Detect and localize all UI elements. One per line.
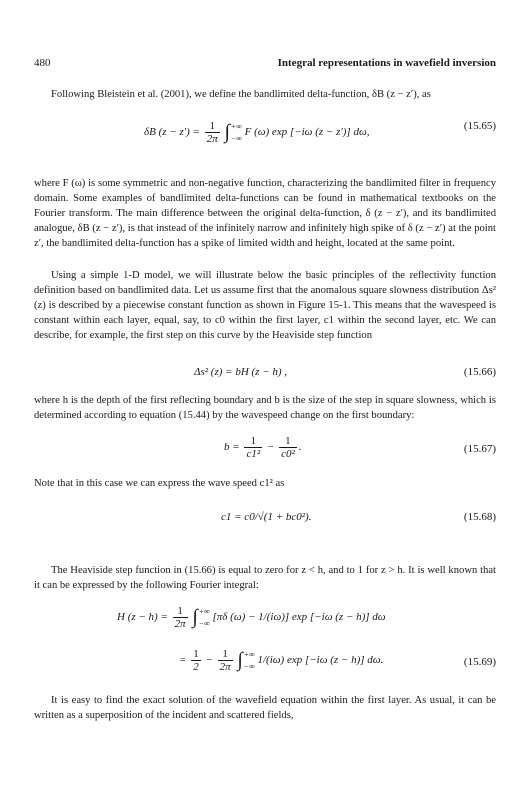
equation-15-68	[34, 511, 496, 533]
eq67-minus: −	[266, 441, 275, 454]
integral-sign: ∫	[237, 649, 243, 671]
eq67-fraction-2: $\frac{1}{\text{c0²}}$	[281, 435, 295, 460]
eq69b-fraction-2: $\frac{1}{2\pi}$	[219, 648, 231, 673]
integral-sign: ∫	[192, 606, 198, 628]
integral-limits: +∞ −∞	[198, 606, 210, 628]
paragraph-model: Using a simple 1-D model, we will illustrate below the basic principles of the reflectivity function definition based on bandlimited data. Let us assume first that the anomalous square slowness distribution Δs² (z) is described by a piecewise constant function as shown in Figure 15-1. This means that the wavespeed is constant within each layer, equal, say, to c0 within the first layer, c1 within the second layer, etc. We can describe, for example, the first step on this curve by the Heaviside step function	[34, 270, 496, 342]
paragraph-heaviside: The Heaviside step function in (15.66) is equal to zero for z < h, and to 1 for z > h. It is well known that it can be expressed by the following Fourier integral:	[34, 565, 496, 592]
eq65-rhs: F (ω) exp [−iω (z − z′)] dω,	[244, 126, 370, 139]
eq67-lhs: b =	[224, 441, 240, 454]
equation-15-65	[34, 120, 496, 152]
eq67-fraction-1: $\frac{1}{\text{c1²}}$	[246, 435, 261, 460]
eq69b-lhs: =	[179, 654, 187, 667]
eq69a-rhs: [πδ (ω) − 1/(iω)] exp [−iω (z − h)] dω	[212, 611, 386, 624]
integral-sign: ∫	[224, 121, 230, 143]
equation-number: (15.69)	[463, 656, 496, 668]
equation-15-69-line-1	[34, 605, 496, 637]
eq65-lhs: δB (z − z′) =	[144, 126, 200, 139]
eq69a-lhs: H (z − h) =	[117, 611, 168, 624]
equation-number: (15.66)	[463, 366, 496, 378]
paragraph-solution: It is easy to find the exact solution of the wavefield equation within the first layer. As usual, it can be written as a superposition of the incident and scattered fields,	[34, 695, 496, 722]
eq69a-fraction: $\frac{1}{2\pi}$	[174, 605, 186, 630]
eq69b-minus: −	[205, 654, 213, 667]
equation-15-67: b = $\frac{1}{\text{c1²}}$ − $\frac{1}{\text{c0²}}$ . (15.67)	[224, 435, 496, 460]
equation-number: (15.67)	[463, 443, 496, 455]
equation-15-69-line-2	[34, 648, 496, 680]
integral-limits: +∞ −∞	[230, 121, 242, 143]
eq66-body: Δs² (z) = bH (z − h) ,	[194, 366, 288, 378]
paragraph-intro: Following Bleistein et al. (2001), we define the bandlimited delta-function, δB (z − z′), as	[51, 89, 431, 100]
running-title: Integral representations in wavefield inversion	[277, 57, 496, 69]
eq69b-rhs: 1/(iω) exp [−iω (z − h)] dω.	[257, 654, 384, 667]
paragraph-wave-speed: Note that in this case we can express the wave speed c1² as	[34, 478, 285, 489]
eq65-fraction: $\frac{1}{2\pi}$	[206, 120, 218, 145]
page-header	[34, 57, 496, 73]
eq69b-fraction-1: $\frac{1}{2}$	[193, 648, 199, 673]
integral-limits: +∞ −∞	[243, 649, 255, 671]
equation-number: (15.65)	[463, 120, 496, 132]
paragraph-bandlimited: where F (ω) is some symmetric and non-negative function, characterizing the bandlimited filter in frequency domain. Some examples of bandlimited delta-functions can be found in mathematical textbooks on the Fourier transform. The main difference between the original delta-function, δ (z − z′), and its bandlimited analogue, δB (z − z′), is that instead of the infinitely narrow and infinitely high spike of δ (z − z′) at the point z′, the bandlimited delta-function has a spike of limited width and height, located at the same point.	[34, 178, 496, 250]
paragraph-step-size: where h is the depth of the first reflecting boundary and b is the size of the step in square slowness, which is determined according to equation (15.44) by the wavespeed change on the first boundary:	[34, 395, 496, 422]
eq68-body: c1 = c0/√(1 + bc0²).	[221, 511, 312, 523]
page-number: 480	[34, 57, 51, 69]
equation-15-66	[34, 366, 496, 386]
equation-number: (15.68)	[463, 511, 496, 523]
